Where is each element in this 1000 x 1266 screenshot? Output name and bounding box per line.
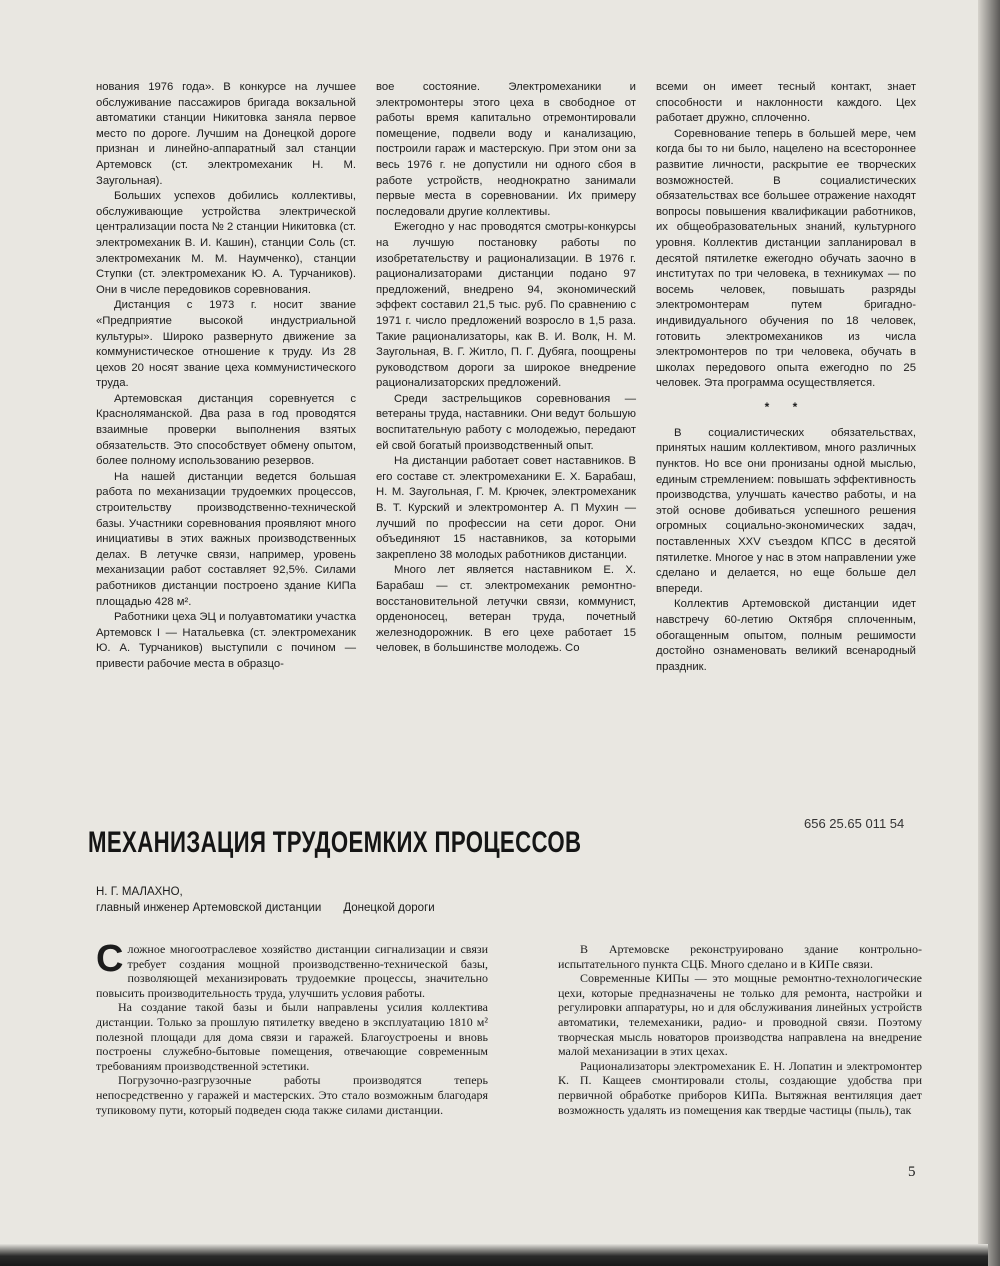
author-role	[96, 900, 435, 916]
paragraph: Среди застрельщиков соревнования — ветераны труда, наставники. Они ведут большую воспитательную работу с молодежью, передают ей свой богатый производственный опыт.	[376, 392, 636, 452]
article-column-left	[96, 938, 488, 1117]
paragraph: На дистанции работает совет наставников. В его составе ст. электромеханики Е. Х. Барабаш, Н. М. Заугольная, Г. М. Крючек, электромеханик В. Т. Курский и электромонтер А. П Мухин — лучший по профессии на сети дорог. Они объединяют 15 наставников, за которыми закреплено 38 молодых работников дистанции.	[376, 455, 636, 561]
paragraph: Ежегодно у нас проводятся смотры-конкурсы на лучшую постановку работы по изобретательству и рационализации. В 1976 г. рационализаторами дистанции подано 97 предложений, внедрено 94, экономический эффект составил 21,5 тыс. руб. По сравнению с 1971 г. число предложений возросло в 1,5 раза. Такие рационализаторы, как В. И. Волк, Н. М. Заугольная, В. Г. Житло, П. Г. Дубяга, поощрены руководством дороги за широкое внедрение рационализаторских предложений.	[376, 221, 636, 390]
section-separator: * *	[764, 399, 808, 414]
paragraph: всеми он имеет тесный контакт, знает способности и наклонности каждого. Цех работает дружно, сплоченно.	[656, 81, 916, 125]
text-column-1	[96, 80, 356, 673]
drop-cap: С	[96, 938, 124, 980]
paragraph: Рационализаторы электромеханик Е. Н. Лопатин и электромонтер К. П. Кащеев смонтировали столы, создающие удобства при первичной обработке приборов КИПа. Вытяжная вентиляция дает возможность удалять из помещения как твердые частицы (пыль), так	[558, 1058, 922, 1117]
lead-text: ложное многоотраслевое хозяйство дистанции сигнализации и связи требует создания мощной производственно-технической базы, позволяющей механизировать трудоемкие процессы, значительно повысить производительность труда, улучшить условия работы.	[96, 942, 488, 1000]
paragraph: В Артемовске реконструировано здание контрольно-испытательного пункта СЦБ. Много сделано и в КИПе связи.	[558, 942, 922, 971]
paragraph: В социалистических обязательствах, принятых нашим коллективом, много различных пунктов. Но все они пронизаны одной мыслью, единым стремлением: повышать эффективность производства, улучшать качество работы, и на этой основе добиваться успешного решения огромных социально-экономических задач, поставленных XXV съездом КПСС в десятой пятилетке. Многое у нас в этом направлении уже сделано и делается, но еще больше дел впереди.	[656, 426, 916, 595]
paragraph	[96, 938, 488, 1000]
paragraph: Коллектив Артемовской дистанции идет навстречу 60-летию Октября сплоченным, обогащенным опытом, полным решимости достойно ознаменовать великий всенародный праздник.	[656, 598, 916, 673]
article-column-right	[558, 942, 922, 1117]
scan-bottom-border	[0, 1244, 988, 1266]
paragraph: нования 1976 года». В конкурсе на лучшее обслуживание пассажиров бригада вокзальной автоматики станции Никитовка заняла первое место по дороге. Лучшим на Донецкой дороге признан и линейно-аппаратный зал станции Артемовск (ст. электромеханик Н. М. Заугольная).	[96, 81, 356, 187]
paragraph: Соревнование теперь в большей мере, чем когда бы то ни было, нацелено на всестороннее развитие личности, раскрытие ее творческих возможностей. В социалистических обязательствах все большее отражение находят вопросы повышения квалификации работников, их общеобразовательных знаний, культурного уровня. Коллектив дистанции запланировал в десятой пятилетке ежегодно обучать заочно в институтах по три человека, в техникумах — по восемь человек, повышать разряды электромонтерам путем бригадно-индивидуального обучения по 18 человек, готовить электромехаников из числа электромонтеров по три человека, обучать в школах передового опыта ежегодно по 25 человек. Эта программа осуществляется.	[656, 127, 916, 390]
paragraph: Дистанция с 1973 г. носит звание «Предприятие высокой индустриальной культуры». Широко развернуто движение за коммунистическое отношение к труду. Из 28 цехов 20 носят звание цеха коммунистического труда.	[96, 299, 356, 390]
page-edge-shadow	[978, 0, 1000, 1266]
paragraph: Погрузочно-разгрузочные работы производятся теперь непосредственно у гаражей и мастерских. Это стало возможным благодаря тупиковому пути, который подведен сюда также силами дистанции.	[96, 1073, 488, 1117]
paragraph: Артемовская дистанция соревнуется с Красноляманской. Два раза в год проводятся взаимные проверки выполнения взятых обязательств. Это способствует обмену опытом, более полному использованию резервов.	[96, 392, 356, 468]
paragraph: вое состояние. Электромеханики и электромонтеры этого цеха в свободное от работы время капитально отремонтировали помещение, подвели воду и канализацию, построили гараж и мастерскую. При этом они за весь 1976 г. не допустили ни одного сбоя в работе устройств, неоднократно занимали первые места в соревновании. Их примеру последовали другие коллективы.	[376, 81, 636, 218]
paragraph: Работники цеха ЭЦ и полуавтоматики участка Артемовск I — Натальевка (ст. электромеханик Ю. А. Турчаников) выступили с почином — привести рабочие места в образцо-	[96, 611, 356, 670]
article-byline	[96, 884, 435, 916]
paragraph: Больших успехов добились коллективы, обслуживающие устройства электрической централизации поста № 2 станции Никитовка (ст. электромеханик В. И. Кашин), станции Соль (ст. электромеханик М. М. Наумченко), станции Ступки (ст. электромеханик Ю. А. Турчаников). Они в числе передовиков соревнования.	[96, 190, 356, 296]
paragraph: Современные КИПы — это мощные ремонтно-технологические цехи, которые предназначены не только для ремонта, настройки и регулировки аппаратуры, но и для обслуживания линейных устройств автоматики, телемеханики, радио- и проводной связи. Поэтому творческая мысль новаторов производства направлена на внедрение малой механизации в этих цехах.	[558, 971, 922, 1059]
author-name: Н. Г. МАЛАХНО,	[96, 886, 183, 898]
author-role-position: главный инженер Артемовской дистанции	[96, 902, 322, 914]
text-column-3	[656, 80, 916, 675]
page-number: 5	[908, 1164, 916, 1180]
paragraph: Много лет является наставником Е. Х. Барабаш — ст. электромеханик ремонтно-восстановительной летучки связи, коммунист, орденоносец, ветеран труда, почетный железнодорожник. В его цехе работает 15 человек, в большинстве молодежь. Со	[376, 564, 636, 655]
paragraph: На создание такой базы и были направлены усилия коллектива дистанции. Только за прошлую пятилетку введено в эксплуатацию 1810 м² полезной площади для дома связи и гаражей. Благоустроены и вновь построены служебно-бытовые помещения, отвечающие современным требованиям производственной эстетики.	[96, 1000, 488, 1073]
paragraph: На нашей дистанции ведется большая работа по механизации трудоемких процессов, строительству производственно-технической базы. Участники соревнования проявляют много инициативы в этих важных производственных делах. В летучке связи, например, уровень механизации работ составляет 92,5%. Силами работников дистанции построено здание КИПа площадью 428 м².	[96, 470, 356, 608]
text-column-2	[376, 80, 636, 657]
article-classification-code: 656 25.65 011 54	[804, 816, 905, 831]
author-role-railway: Донецкой дороги	[343, 902, 435, 914]
article-title: МЕХАНИЗАЦИЯ ТРУДОЕМКИХ ПРОЦЕССОВ	[88, 826, 582, 859]
